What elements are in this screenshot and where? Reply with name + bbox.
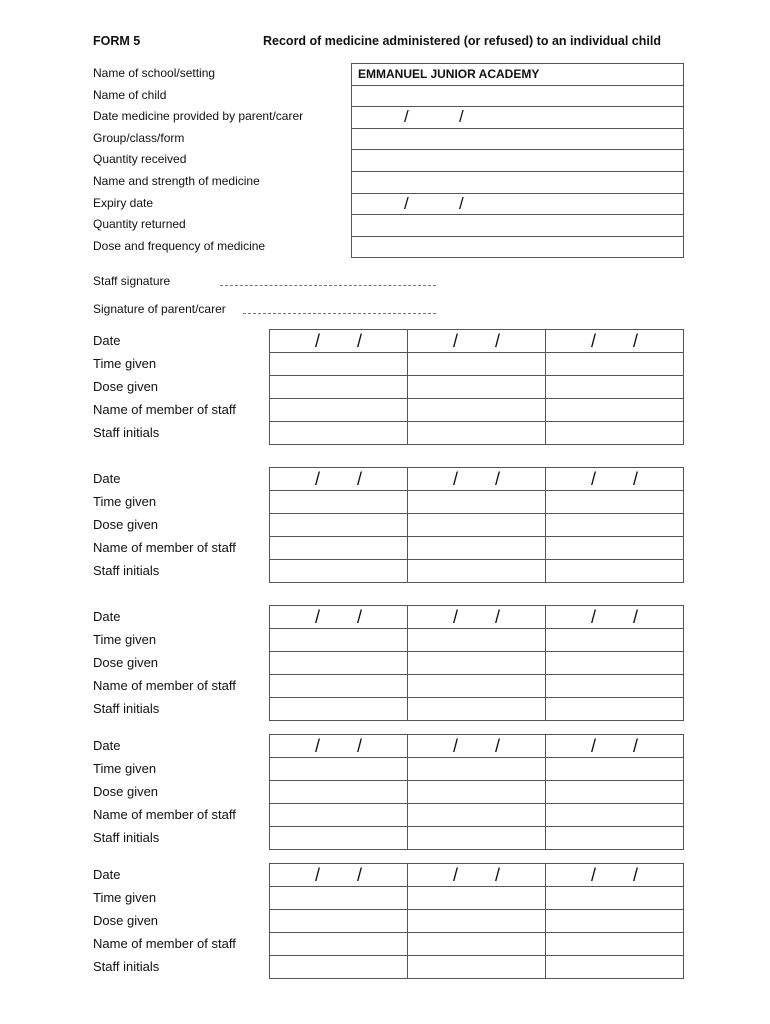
record-cell[interactable] [546,675,684,698]
child-info-table [351,63,684,258]
record-label: Dose given [93,784,159,799]
info-label: Expiry date [93,195,154,210]
form-title: Record of medicine administered (or refused) to an individual child [263,34,661,48]
info-label: Quantity returned [93,217,186,232]
record-cell[interactable] [546,827,684,850]
record-label: Time given [93,890,157,905]
record-cell[interactable] [546,399,684,422]
record-cell[interactable] [408,698,546,721]
staff-signature-field[interactable] [220,285,436,286]
record-label: Dose given [93,379,159,394]
date-provided-field[interactable]: / / [352,107,684,129]
record-date-cell[interactable]: / / [546,330,684,353]
quantity-received-field[interactable] [352,150,684,172]
record-cell[interactable] [270,514,408,537]
record-cell[interactable] [270,422,408,445]
record-cell[interactable] [408,537,546,560]
info-labels [93,63,343,257]
staff-signature-label: Staff signature [93,274,171,288]
school-name-field[interactable]: EMMANUEL JUNIOR ACADEMY [352,64,684,86]
record-cell[interactable] [270,804,408,827]
record-cell[interactable] [546,537,684,560]
record-cell[interactable] [546,910,684,933]
record-date-cell[interactable]: / / [408,468,546,491]
record-label: Name of member of staff [93,807,236,822]
record-date-cell[interactable]: / / [270,735,408,758]
record-cell[interactable] [408,827,546,850]
record-cell[interactable] [270,376,408,399]
record-labels [93,467,268,582]
record-cell[interactable] [546,629,684,652]
record-date-cell[interactable]: / / [408,864,546,887]
dose-frequency-field[interactable] [352,236,684,258]
record-cell[interactable] [408,491,546,514]
record-cell[interactable] [270,933,408,956]
record-cell[interactable] [546,698,684,721]
record-label: Dose given [93,655,159,670]
record-cell[interactable] [408,758,546,781]
record-cell[interactable] [270,910,408,933]
info-label: Group/class/form [93,130,185,145]
record-cell[interactable] [270,675,408,698]
record-cell[interactable] [408,675,546,698]
info-label: Name of child [93,87,167,102]
record-cell[interactable] [270,629,408,652]
record-cell[interactable] [270,781,408,804]
record-date-cell[interactable]: / / [408,735,546,758]
expiry-date-field[interactable]: / / [352,193,684,215]
record-cell[interactable] [408,804,546,827]
record-cell[interactable] [546,956,684,979]
record-label: Time given [93,632,157,647]
record-cell[interactable] [546,887,684,910]
record-table [269,734,684,850]
record-date-cell[interactable]: / / [270,330,408,353]
record-label: Date [93,609,121,624]
record-label: Staff initials [93,701,160,716]
parent-signature-label: Signature of parent/carer [93,302,226,316]
record-table [269,467,684,583]
record-label: Date [93,333,121,348]
record-cell[interactable] [270,537,408,560]
record-label: Name of member of staff [93,936,236,951]
record-table [269,329,684,445]
record-label: Date [93,867,121,882]
record-cell[interactable] [546,422,684,445]
record-label: Name of member of staff [93,540,236,555]
record-cell[interactable] [546,781,684,804]
record-cell[interactable] [270,698,408,721]
staff-signature-line [93,274,170,288]
record-date-cell[interactable]: / / [546,864,684,887]
record-cell[interactable] [408,781,546,804]
record-cell[interactable] [546,652,684,675]
record-cell[interactable] [546,376,684,399]
record-cell[interactable] [270,491,408,514]
record-label: Dose given [93,517,159,532]
record-labels [93,734,268,849]
record-cell[interactable] [270,887,408,910]
record-labels [93,605,268,720]
record-cell[interactable] [546,804,684,827]
record-label: Date [93,471,121,486]
parent-signature-line [93,302,226,316]
record-cell[interactable] [408,956,546,979]
record-label: Time given [93,761,157,776]
record-label: Staff initials [93,830,160,845]
record-date-cell[interactable]: / / [408,606,546,629]
record-date-cell[interactable]: / / [546,735,684,758]
record-cell[interactable] [546,560,684,583]
record-label: Date [93,738,121,753]
record-cell[interactable] [270,956,408,979]
record-labels [93,329,268,444]
record-cell[interactable] [270,399,408,422]
record-cell[interactable] [270,353,408,376]
record-label: Staff initials [93,959,160,974]
medicine-name-field[interactable] [352,171,684,193]
record-cell[interactable] [546,353,684,376]
record-cell[interactable] [408,560,546,583]
quantity-returned-field[interactable] [352,215,684,237]
record-cell[interactable] [270,758,408,781]
record-cell[interactable] [408,933,546,956]
record-label: Staff initials [93,563,160,578]
record-cell[interactable] [270,652,408,675]
record-cell[interactable] [408,629,546,652]
record-label: Staff initials [93,425,160,440]
record-cell[interactable] [408,353,546,376]
info-label: Name of school/setting [93,66,216,80]
record-cell[interactable] [408,422,546,445]
record-date-cell[interactable]: / / [270,468,408,491]
form-number: FORM 5 [93,34,141,48]
child-name-field[interactable] [352,85,684,107]
record-table [269,605,684,721]
record-cell[interactable] [546,514,684,537]
record-label: Time given [93,494,157,509]
info-label: Date medicine provided by parent/carer [93,109,304,124]
record-label: Dose given [93,913,159,928]
record-date-cell[interactable]: / / [546,606,684,629]
record-date-cell[interactable]: / / [408,330,546,353]
record-cell[interactable] [408,376,546,399]
record-label: Name of member of staff [93,402,236,417]
record-table [269,863,684,979]
record-cell[interactable] [408,887,546,910]
record-cell[interactable] [408,399,546,422]
record-cell[interactable] [546,491,684,514]
record-labels [93,863,268,978]
record-label: Time given [93,356,157,371]
info-label: Name and strength of medicine [93,173,260,188]
group-class-field[interactable] [352,128,684,150]
record-date-cell[interactable]: / / [270,864,408,887]
record-date-cell[interactable]: / / [270,606,408,629]
record-cell[interactable] [408,652,546,675]
parent-signature-field[interactable] [243,313,436,314]
record-cell[interactable] [270,827,408,850]
record-cell[interactable] [546,933,684,956]
record-label: Name of member of staff [93,678,236,693]
info-label: Dose and frequency of medicine [93,238,266,253]
record-cell[interactable] [408,514,546,537]
info-label: Quantity received [93,152,187,167]
record-cell[interactable] [408,910,546,933]
record-date-cell[interactable]: / / [546,468,684,491]
record-cell[interactable] [270,560,408,583]
record-cell[interactable] [546,758,684,781]
